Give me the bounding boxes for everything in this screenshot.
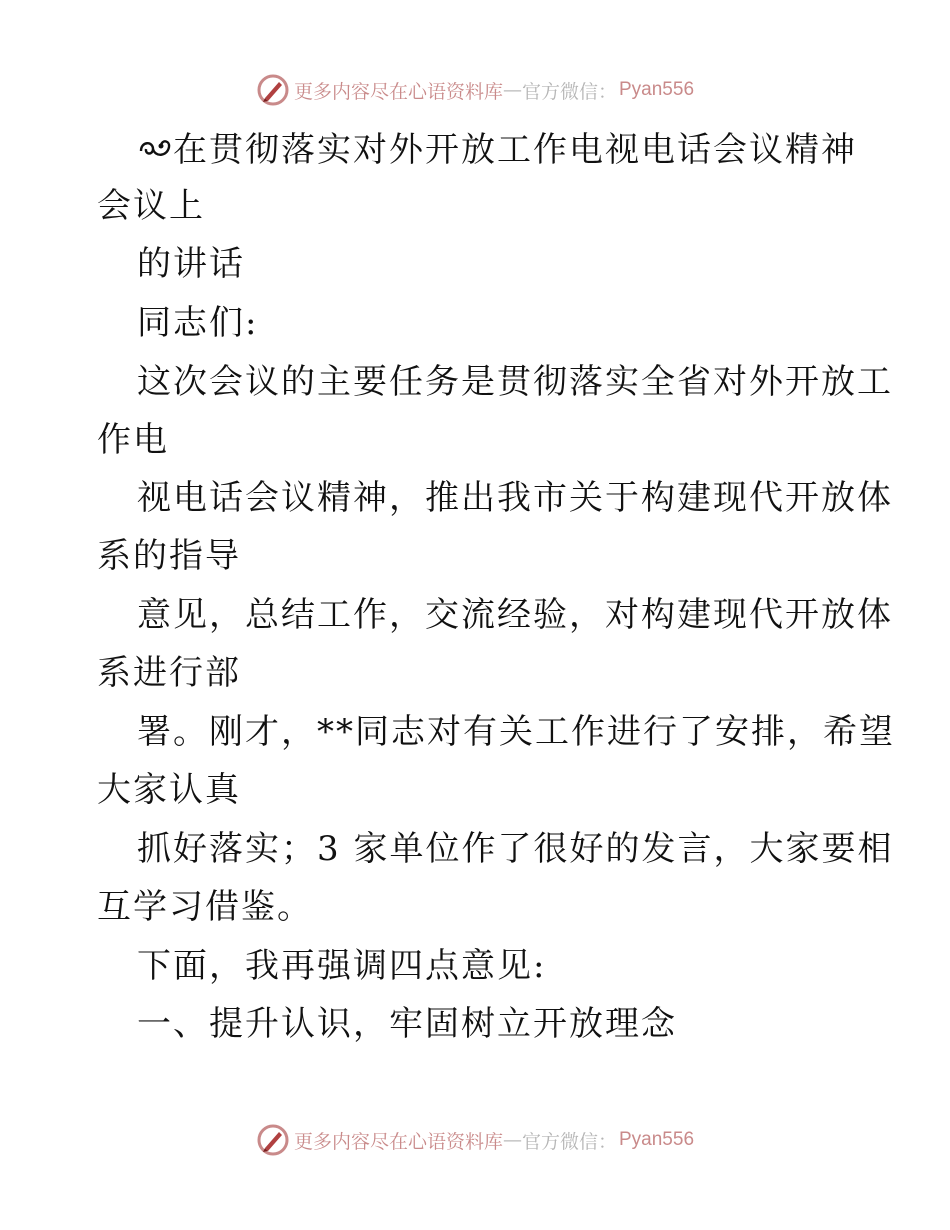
text-line: 系的指导 [97,536,241,576]
text-line: 意见，总结工作，交流经验，对构建现代开放体 [137,595,893,635]
text-line: 大家认真 [97,770,241,810]
section-heading: 一、提升认识，牢固树立开放理念 [137,1004,677,1044]
watermark-main-text: 更多内容尽在心语资料库 [293,80,503,103]
watermark-separator: — [502,1129,522,1151]
watermark-main-text: 更多内容尽在心语资料库 [293,1130,503,1153]
salutation: 同志们: [137,303,259,343]
pen-logo-icon [256,1123,290,1157]
text-line: 抓好落实；3 家单位作了很好的发言，大家要相 [137,829,894,869]
text-line: 下面，我再强调四点意见: [137,946,547,986]
title-line-1 [137,130,857,170]
text-line: 作电 [97,420,169,460]
watermark-wechat-label: 官方微信： [521,80,617,103]
ornament-icon [137,133,173,163]
text-line: 视电话会议精神，推出我市关于构建现代开放体 [137,478,893,518]
text-line: 署。刚才，**同志对有关工作进行了安排，希望 [137,712,895,752]
text-line: 会议上 [97,186,205,226]
title-text: 在贯彻落实对外开放工作电视电话会议精神 [173,130,857,170]
watermark-separator: — [502,79,522,101]
text-line: 系进行部 [97,653,241,693]
watermark-wechat-id: Pyan556 [619,1129,695,1150]
watermark-footer [0,1120,950,1160]
text-line: 这次会议的主要任务是贯彻落实全省对外开放工 [137,362,893,402]
watermark-wechat-label: 官方微信： [521,1130,617,1153]
watermark-wechat-id: Pyan556 [619,79,695,100]
watermark-header [0,70,950,110]
pen-logo-icon [256,73,290,107]
text-line: 的讲话 [137,244,245,284]
text-line: 互学习借鉴。 [97,887,313,927]
